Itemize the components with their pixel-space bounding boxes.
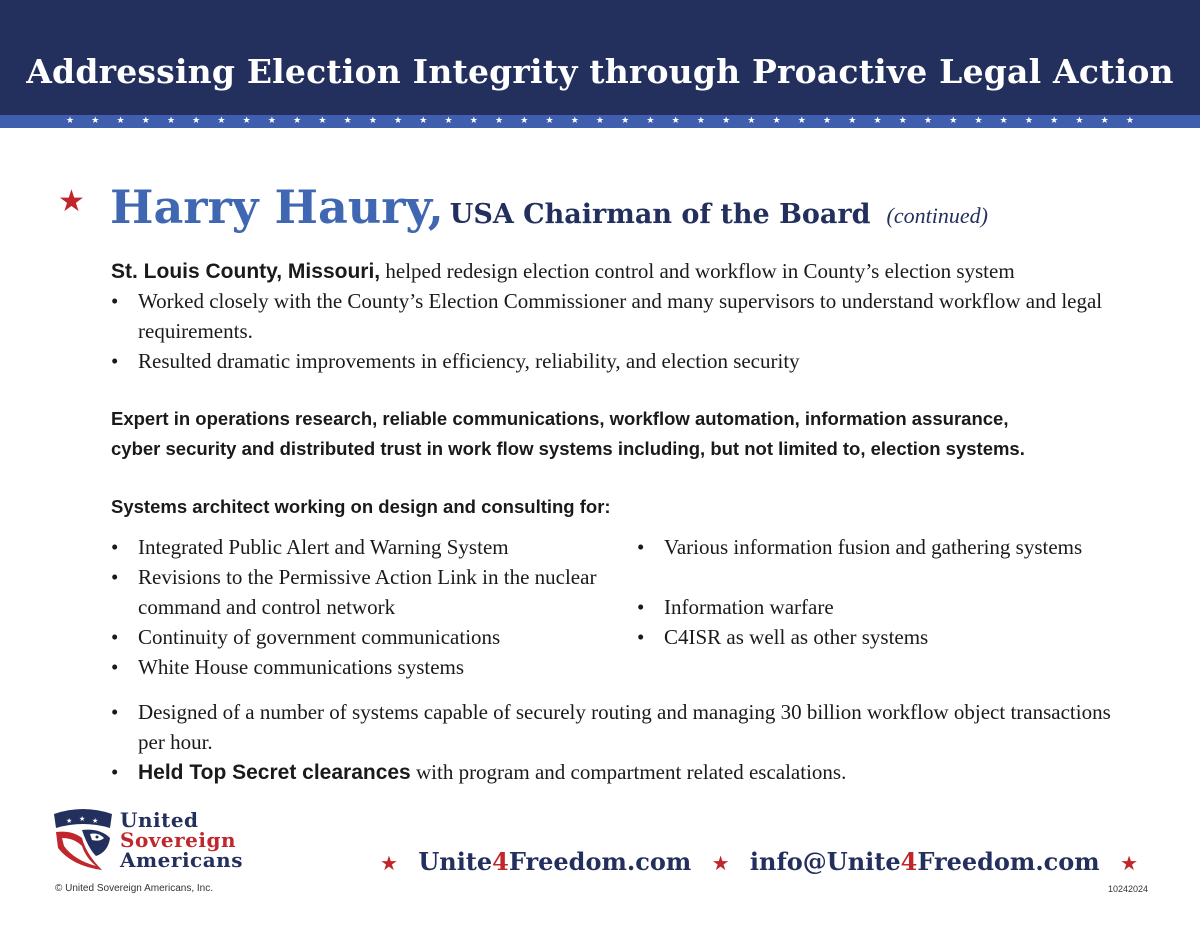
list-item-text: Information warfare [664,595,834,619]
logo-line-1: United [120,808,199,832]
logo-wordmark [120,810,243,870]
band-star-icon: ★ [394,116,403,126]
band-star-icon: ★ [823,116,832,126]
svg-text:★: ★ [66,817,73,825]
list-item-text: Continuity of government communications [138,625,501,649]
list-item [111,532,611,562]
bullet-icon: • [637,535,645,559]
page-title: Addressing Election Integrity through Proactive Legal Action [26,52,1174,91]
website-link[interactable]: Unite4Freedom.com [418,847,692,876]
list-item-text: Integrated Public Alert and Warning System [138,535,509,559]
band-star-icon: ★ [520,116,529,126]
bullet-icon: • [111,760,119,784]
bullet-icon: • [111,289,119,313]
expert-line-1: Expert in operations research, reliable communications, workflow automation, information assurance, [111,408,1009,429]
band-star-icon: ★ [1100,116,1109,126]
clearance-bold: Held Top Secret clearances [138,761,411,784]
band-star-icon: ★ [671,116,680,126]
band-star-icon: ★ [444,116,453,126]
clearance-rest: with program and compartment related escalations. [410,760,847,784]
email-link[interactable]: info@Unite4Freedom.com [749,847,1100,876]
list-item [111,652,611,682]
stlouis-lead-rest: helped redesign election control and workflow in County’s election system [380,259,1015,283]
band-star-icon: ★ [166,116,176,126]
band-star-icon: ★ [1125,116,1134,126]
band-star-icon: ★ [217,116,226,126]
svg-text:★: ★ [79,815,86,823]
copyright-notice: © United Sovereign Americans, Inc. [55,883,213,894]
band-star-icon: ★ [1075,116,1084,126]
person-name [110,180,988,234]
band-star-icon: ★ [141,116,150,126]
svg-text:★: ★ [92,817,99,825]
list-item [637,592,1107,622]
list-item [111,286,1111,346]
band-star-icon: ★ [242,116,251,126]
band-star-icon: ★ [747,116,756,126]
band-star-icon: ★ [293,116,302,126]
list-item-text: Worked closely with the County’s Election Commissioner and many supervisors to understand workflow and legal requirements. [138,289,1103,343]
name-text: Harry Haury, [110,180,444,234]
profile-heading [58,180,1158,240]
band-star-icon: ★ [1050,116,1059,126]
list-item [637,532,1107,562]
footer-contact [368,847,1150,876]
band-star-icon: ★ [873,116,882,126]
expert-line-2: cyber security and distributed trust in work flow systems including, but not limited to, election systems. [111,438,1025,459]
band-star-icon: ★ [772,116,781,126]
band-star-icon: ★ [898,116,907,126]
band-star-icon: ★ [66,116,75,126]
band-star-icon: ★ [848,116,857,126]
band-star-icon: ★ [999,116,1008,126]
band-star-icon: ★ [419,116,428,126]
systems-heading: Systems architect working on design and consulting for: [111,496,611,517]
bullet-icon: • [111,625,119,649]
bullet-icon: • [111,535,119,559]
band-star-icon: ★ [116,116,125,126]
list-item [111,562,611,622]
band-star-icon: ★ [318,116,327,126]
list-item-text: White House communications systems [138,655,465,679]
org-logo [52,808,282,878]
band-star-icon: ★ [696,116,705,126]
list-item [637,622,1107,652]
person-role: USA Chairman of the Board [449,199,871,230]
logo-line-2: Sovereign [120,828,237,852]
band-star-icon: ★ [494,116,504,126]
band-star-icon: ★ [469,116,478,126]
band-star-icon: ★ [91,116,100,126]
continued-note: (continued) [886,203,988,228]
band-star-icon: ★ [646,116,655,126]
star-icon: ★ [711,851,730,875]
logo-line-3: Americans [120,848,243,872]
band-star-icon: ★ [368,116,377,126]
list-item [111,622,611,652]
star-icon: ★ [1120,851,1138,875]
list-item-text: C4ISR as well as other systems [664,625,929,649]
band-star-icon: ★ [343,116,352,126]
list-item [111,346,1111,376]
band-star-icon: ★ [595,116,604,126]
list-item [111,757,1121,788]
band-star-icon: ★ [267,116,276,126]
header-banner [0,0,1200,115]
eagle-shield-icon [52,808,114,876]
band-star-icon: ★ [974,116,983,126]
stlouis-lead [111,256,1015,287]
list-item [111,697,1121,757]
band-star-icon: ★ [545,116,554,126]
band-star-icon: ★ [722,116,731,126]
star-icon: ★ [380,851,398,875]
bullet-icon: • [637,595,645,619]
band-star-icon: ★ [570,116,579,126]
band-star-icon: ★ [192,116,201,126]
star-band [0,115,1200,128]
bullet-icon: • [637,625,645,649]
band-star-icon: ★ [1024,116,1033,126]
bullet-icon: • [111,700,119,724]
stlouis-lead-bold: St. Louis County, Missouri, [111,260,381,283]
bullet-icon: • [111,565,119,589]
bullet-icon: • [111,655,119,679]
list-item-text: Revisions to the Permissive Action Link in the nuclear command and control network [138,565,597,619]
band-star-icon: ★ [797,116,806,126]
list-item-text: Resulted dramatic improvements in efficiency, reliability, and election security [138,349,800,373]
bullet-icon: • [111,349,119,373]
band-star-icon: ★ [621,116,630,126]
star-icon: ★ [58,184,85,219]
list-item-text: Designed of a number of systems capable of securely routing and managing 30 billion workflow object transactions per hour. [138,700,1111,754]
list-item-text: Various information fusion and gathering systems [664,535,1083,559]
band-star-icon: ★ [923,116,933,126]
band-star-icon: ★ [949,116,958,126]
list-item-text [111,757,1121,788]
document-code: 10242024 [1107,884,1148,894]
